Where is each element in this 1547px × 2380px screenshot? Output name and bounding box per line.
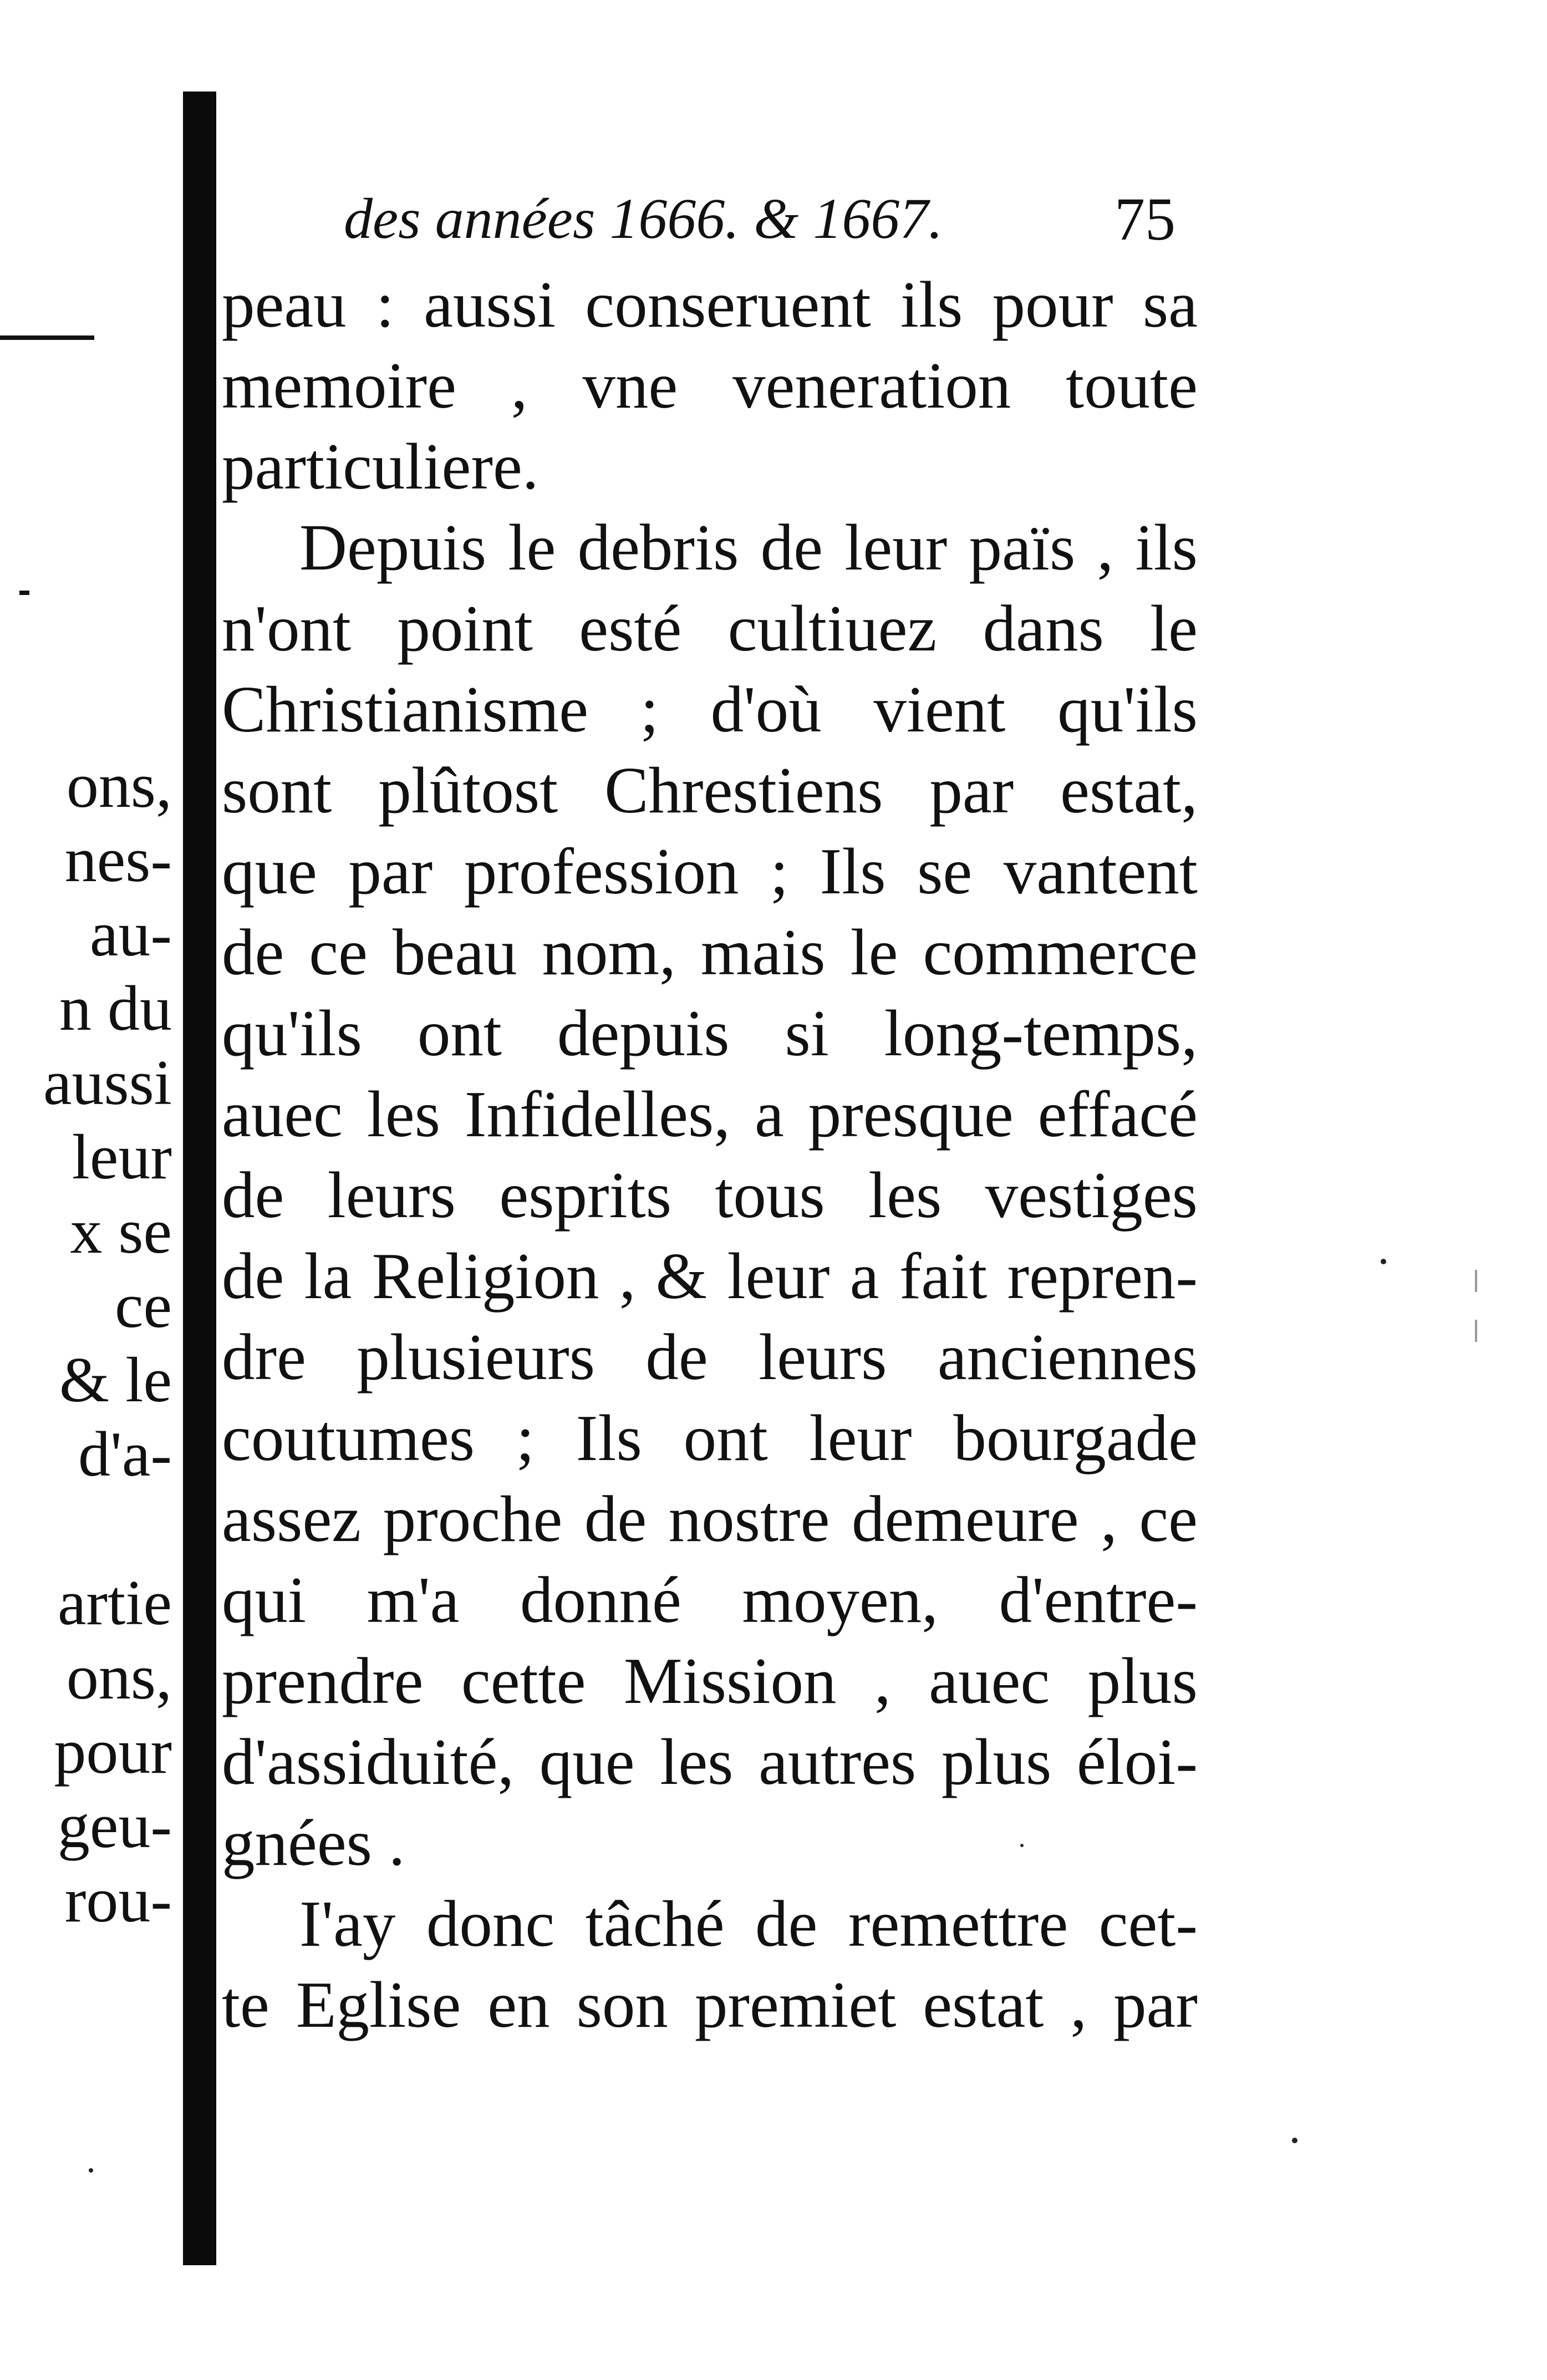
- margin-fragment: aussi: [43, 1047, 172, 1118]
- text-line: qui m'a donné moyen, d'entre-: [222, 1563, 1198, 1636]
- text-line: particuliere.: [222, 430, 539, 503]
- margin-fragment: artie: [57, 1568, 172, 1639]
- margin-fragment: x se: [70, 1196, 172, 1267]
- margin-fragment: pour: [54, 1716, 172, 1787]
- margin-fragment: & le: [59, 1345, 172, 1416]
- running-head: des années 1666. & 1667.: [344, 187, 943, 251]
- text-line: te Eglise en son premiet estat , par: [222, 1968, 1198, 2041]
- text-line: qu'ils ont depuis si long-temps,: [222, 996, 1198, 1070]
- text-line: gnées .: [222, 1806, 405, 1879]
- ink-speck: [1381, 1259, 1386, 1264]
- margin-fragment: n du: [59, 973, 172, 1044]
- margin-fragment: leur: [72, 1122, 172, 1193]
- text-line: coutumes ; Ils ont leur bourgade: [222, 1401, 1198, 1474]
- facing-page-margin-text: [0, 749, 172, 1937]
- edge-mark: [1475, 1320, 1477, 1342]
- text-line: d'assiduité, que les autres plus éloi-: [222, 1725, 1198, 1798]
- text-line: sont plûtost Chrestiens par estat,: [222, 754, 1198, 827]
- margin-fragment: d'a-: [78, 1419, 172, 1490]
- ink-speck: [1020, 1844, 1024, 1847]
- text-line: assez proche de nostre demeure , ce: [222, 1482, 1198, 1555]
- edge-mark: [1475, 1270, 1477, 1292]
- text-line: dre plusieurs de leurs anciennes: [222, 1320, 1198, 1394]
- text-line: Depuis le debris de leur païs , ils: [299, 511, 1198, 584]
- text-line: n'ont point esté cultiuez dans le: [222, 592, 1198, 665]
- text-line: que par profession ; Ils se vantent: [222, 835, 1198, 908]
- margin-fragment: geu-: [57, 1791, 172, 1862]
- text-line: de ce beau nom, mais le commerce: [222, 916, 1198, 989]
- margin-fragment: nes-: [64, 825, 172, 896]
- text-line: peau : aussi conseruent ils pour sa: [222, 268, 1198, 341]
- text-line: prendre cette Mission , auec plus: [222, 1644, 1198, 1717]
- margin-fragment: ons,: [66, 750, 172, 821]
- facing-page-rule: [0, 335, 94, 340]
- text-line: auec les Infidelles, a presque effacé: [222, 1077, 1198, 1151]
- margin-fragment: ce: [115, 1270, 172, 1341]
- body-text: [222, 264, 1198, 2045]
- facing-page-mark: [19, 591, 29, 595]
- text-line: Christianisme ; d'où vient qu'ils: [222, 673, 1198, 746]
- page-number: 75: [1115, 185, 1175, 253]
- text-line: I'ay donc tâché de remettre cet-: [299, 1887, 1198, 1960]
- margin-fragment: ons,: [66, 1642, 172, 1713]
- text-line: memoire , vne veneration toute: [222, 349, 1198, 422]
- text-line: de la Religion , & leur a fait repren-: [222, 1239, 1198, 1313]
- margin-fragment: au-: [89, 899, 172, 970]
- ink-speck: [89, 2168, 93, 2173]
- text-line: de leurs esprits tous les vestiges: [222, 1158, 1198, 1232]
- binding-gutter-shadow: [183, 91, 216, 2265]
- margin-fragment: rou-: [64, 1865, 172, 1936]
- ink-speck: [1292, 2138, 1297, 2143]
